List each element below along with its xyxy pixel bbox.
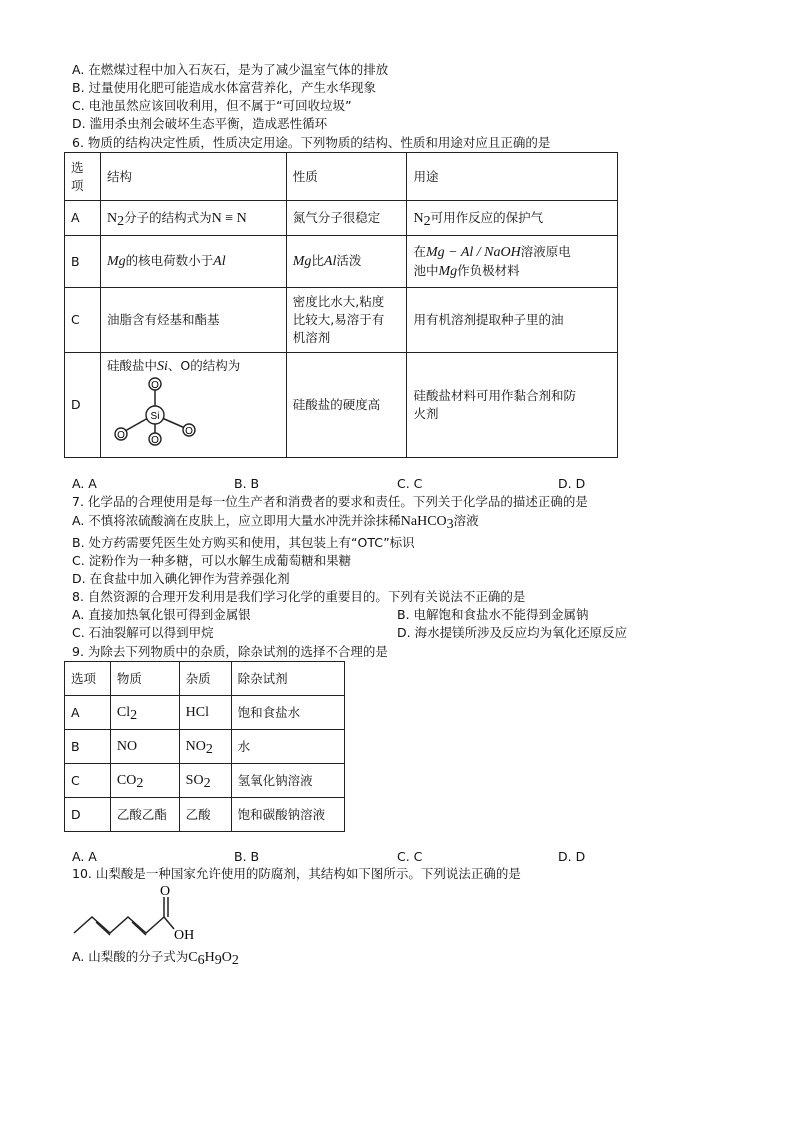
q9-row-a-impurity: HCl [179, 696, 231, 730]
q6-row-a [65, 201, 618, 236]
q9-stem: 9. 为除去下列物质中的杂质，除杂试剂的选择不合理的是 [72, 644, 388, 659]
oxygen-label: O [160, 884, 171, 899]
q6-row-c-use: 用有机溶剂提取种子里的油 [407, 288, 618, 353]
q9-row-c-substance: $CO_2$ [110, 764, 179, 798]
q8-stem: 8. 自然资源的合理开发利用是我们学习化学的重要目的。下列有关说法不正确的是 [72, 589, 526, 604]
oxygen-label-top: O [151, 380, 159, 391]
hydroxyl-label: OH [174, 928, 195, 943]
q6-row-a-option: A [65, 201, 101, 236]
q6-row-c-option: C [65, 288, 101, 353]
q9-header-reagent: 除杂试剂 [231, 662, 344, 696]
q7-option-d: D. 在食盐中加入碘化钾作为营养强化剂 [72, 571, 290, 586]
q9-row-d [65, 798, 345, 832]
q6-row-b-option: B [65, 236, 101, 288]
q6-row-c-structure: 油脂含有烃基和酯基 [100, 288, 286, 353]
oxygen-label-right: O [185, 426, 193, 437]
q5-option-c: C. 电池虽然应该回收利用，但不属于“可回收垃圾” [72, 98, 352, 113]
q9-row-b [65, 730, 345, 764]
q6-row-a-use: $N_2$可用作反应的保护气 [407, 201, 618, 236]
q10-stem: 10. 山梨酸是一种国家允许使用的防腐剂，其结构如下图所示。下列说法正确的是 [72, 866, 521, 881]
q9-row-c [65, 764, 345, 798]
q6-row-c [65, 288, 618, 353]
q6-row-d-option: D [65, 353, 101, 458]
q9-row-a-substance: $Cl_2$ [110, 696, 179, 730]
q9-header-substance: 物质 [110, 662, 179, 696]
q9-row-c-reagent: 氢氧化钠溶液 [231, 764, 344, 798]
q9-row-d-substance: 乙酸乙酯 [110, 798, 179, 832]
q7-option-b: B. 处方药需要凭医生处方购买和使用，其包装上有“OTC”标识 [72, 535, 415, 550]
q6-answer-a[interactable]: A. A [72, 476, 97, 491]
q9-row-a-option: A [65, 696, 111, 730]
q6-header-row [65, 153, 618, 201]
q8-option-a: A. 直接加热氧化银可得到金属银 [72, 607, 251, 622]
q5-option-a: A. 在燃煤过程中加入石灰石，是为了减少温室气体的排放 [72, 62, 389, 77]
q7-option-a: A. 不慎将浓硫酸滴在皮肤上，应立即用大量水冲洗并涂抹稀NaHCO$_3$溶液 [72, 513, 479, 532]
q9-row-d-reagent: 饱和碳酸钠溶液 [231, 798, 344, 832]
sorbic-acid-structure [70, 883, 210, 943]
q9-row-c-impurity: $SO_2$ [179, 764, 231, 798]
q9-answer-a[interactable]: A. A [72, 849, 97, 864]
oxygen-label-left: O [117, 430, 125, 441]
q6-row-b-structure: Mg的核电荷数小于Al [100, 236, 286, 288]
q9-row-c-option: C [65, 764, 111, 798]
q8-option-d: D. 海水提镁所涉及反应均为氧化还原反应 [397, 625, 628, 640]
q6-row-a-property: 氮气分子很稳定 [286, 201, 407, 236]
q6-row-b [65, 236, 618, 288]
q9-table [64, 661, 345, 832]
q9-row-b-impurity: $NO_2$ [179, 730, 231, 764]
q6-header-property: 性质 [286, 153, 407, 201]
silicon-label: Si [150, 411, 160, 422]
hydroxyl-bond [164, 917, 174, 929]
q9-answer-b[interactable]: B. B [234, 849, 260, 864]
q9-row-a-reagent: 饱和食盐水 [231, 696, 344, 730]
q6-header-structure: 结构 [100, 153, 286, 201]
q6-row-c-property: 密度比水大,粘度 比较大,易溶于有 机溶剂 [286, 288, 407, 353]
q6-stem: 6. 物质的结构决定性质，性质决定用途。下列物质的结构、性质和用途对应且正确的是 [72, 135, 551, 150]
q6-row-d-use: 硅酸盐材料可用作黏合剂和防 火剂 [407, 353, 618, 458]
q8-option-b: B. 电解饱和食盐水不能得到金属钠 [397, 607, 589, 622]
q7-option-c: C. 淀粉作为一种多糖，可以水解生成葡萄糖和果糖 [72, 553, 352, 568]
q9-row-a [65, 696, 345, 730]
carbon-chain [74, 917, 164, 933]
q9-header-row [65, 662, 345, 696]
double-bond-2 [132, 922, 146, 935]
q8-option-c: C. 石油裂解可以得到甲烷 [72, 625, 214, 640]
q9-row-d-option: D [65, 798, 111, 832]
q9-row-d-impurity: 乙酸 [179, 798, 231, 832]
q6-row-d [65, 353, 618, 458]
q6-header-option: 选 项 [65, 153, 101, 201]
q6-table [64, 152, 618, 458]
q9-answer-d[interactable]: D. D [558, 849, 586, 864]
q6-answer-d[interactable]: D. D [558, 476, 586, 491]
q9-row-b-option: B [65, 730, 111, 764]
q9-header-impurity: 杂质 [179, 662, 231, 696]
q9-row-b-reagent: 水 [231, 730, 344, 764]
si-o-bond-left [125, 418, 148, 431]
silicate-tetrahedron-diagram [109, 376, 209, 448]
q7-stem: 7. 化学品的合理使用是每一位生产者和消费者的要求和责任。下列关于化学品的描述正确的是 [72, 494, 588, 509]
q6-answer-b[interactable]: B. B [234, 476, 260, 491]
q5-option-b: B. 过量使用化肥可能造成水体富营养化，产生水华现象 [72, 80, 377, 95]
q5-option-d: D. 滥用杀虫剂会破坏生态平衡，造成恶性循环 [72, 116, 328, 131]
q6-row-a-structure: $N_2$分子的结构式为N ≡ N [100, 201, 286, 236]
q6-row-b-use: 在Mg − Al / NaOH溶液原电 池中Mg作负极材料 [407, 236, 618, 288]
q6-row-d-property: 硅酸盐的硬度高 [286, 353, 407, 458]
double-bond-1 [96, 922, 110, 935]
q9-answer-c[interactable]: C. C [397, 849, 423, 864]
q6-header-use: 用途 [407, 153, 618, 201]
q6-answer-c[interactable]: C. C [397, 476, 423, 491]
si-o-bond-right [162, 418, 185, 428]
oxygen-label-bottom: O [151, 435, 159, 446]
q6-row-d-structure: 硅酸盐中Si、O的结构为 O Si O O O [100, 353, 286, 458]
q6-row-b-property: Mg比Al活泼 [286, 236, 407, 288]
q10-option-a: A. 山梨酸的分子式为$C_6H_9O_2$ [72, 949, 239, 968]
q9-header-option: 选项 [65, 662, 111, 696]
q9-row-b-substance: NO [110, 730, 179, 764]
